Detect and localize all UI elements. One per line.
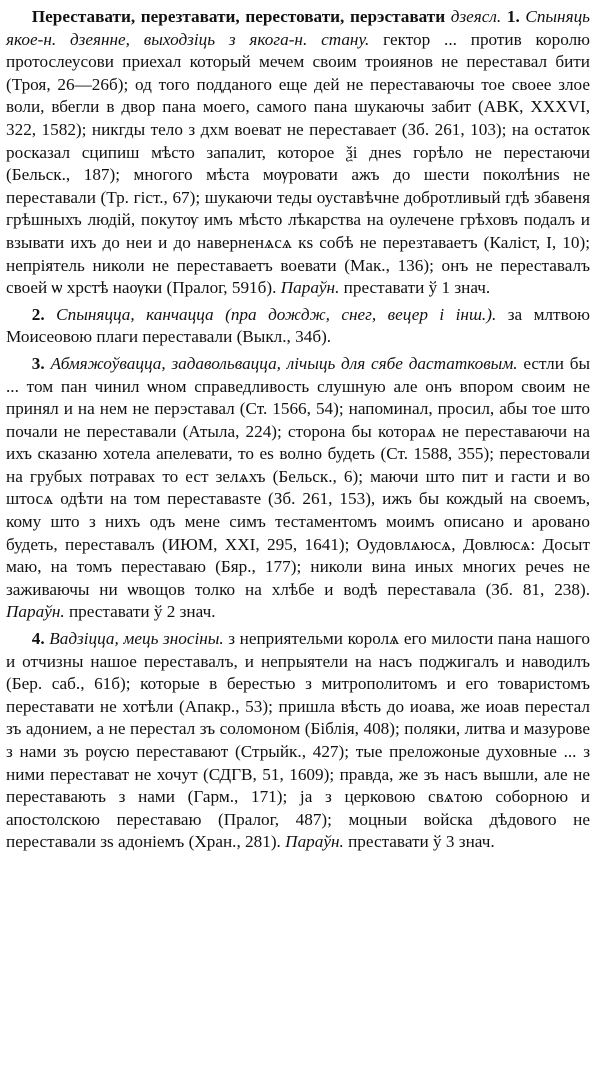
parallel-reference: преставати ў 3 знач. (348, 832, 495, 852)
parallel-label: Параўн. (280, 278, 340, 298)
parallel-label: Параўн. (6, 602, 65, 622)
sense-definition: Спыняць якое-н. дзеянне, выходзіць з якога-н. стану. (6, 7, 590, 49)
sense-number: 1. (506, 7, 520, 26)
sense-1-paragraph (6, 6, 590, 300)
sense-citations: за млтвою Моисеовою плаги переставали (Выкл., 34б). (6, 304, 590, 347)
sense-3-paragraph (6, 353, 590, 624)
sense-number: 2. (31, 304, 45, 324)
sense-number: 3. (31, 353, 45, 373)
sense-citations: гектор ... против королю протослеусови приехал который мечем своим троиянов не переставал бити (Троя, 26—26б); од того подданого еще дей не переставаючы тое своее злое воли, вбегли в двор пана моего, самого пана шукаючы забит (АВК, XXXVI, 322, 1582); никгды тело з дхм воеват не переставает (Зб. 261, 103); на остаток росказал сципиш мѣсто запалит, которое ѯі днеѕ горѣло не перестаючи (Бельск., 187); многого мѣста мѹровати ажъ до шести поколѣниѕ не переставали (Тр. гіст., 67); шукаючи теды оуставѣчне добротливый гдѣ збавеня грѣшныхъ людій, покутѹ имъ мѣсто лѣкарства на оулечене грѣховъ подалъ и взывати ихъ до неи и до наверненѧсѧ кѕ собѣ не перезтаваетъ (Каліст, І, 10); непріятель николи не переставаетъ воевати (Мак., 136); онъ не переставалъ своей ѡ хрстѣ наѹки (Пралог, 591б). (6, 29, 591, 298)
parallel-reference: преставати ў 1 знач. (343, 278, 491, 298)
sense-citations: з неприятельми королѧ его милости пана нашого и отчизны нашое переставалъ, и непрыятели на насъ поджигалъ и наводилъ (Бер. саб., 61б); которые в берестью з митрополитомъ и его товаристомъ переставати не хотѣли (Апакр., 53); пришла вѣсть до иоава, же иоав перестал зъ адонием, а не перестал зъ соломоном (Біблія, 408); поляки, литва и мазуровe з нами зъ рѹсю переставают (Стрыйк., 427); тые преложоные духовные ... з ними перестават не хочут (СДГВ, 51, 1609); правда, же зъ насъ вышли, але не переставають з нами (Гарм., 171); ја з церковою свѧтою соборною и апостолскою переставаю (Пралог, 487); моцныи войска дѣдового не переставали зѕ адоніемъ (Хран., 281). (6, 629, 590, 852)
parallel-reference: преставати ў 2 знач. (68, 602, 216, 622)
sense-number: 4. (31, 629, 45, 649)
parallel-label: Параўн. (285, 832, 344, 852)
sense-definition: Вадзіцца, мець зносіны. (49, 629, 224, 649)
sense-2-paragraph (6, 304, 590, 349)
sense-4-paragraph (6, 628, 590, 854)
sense-definition: Спыняцца, канчацца (пра дождж, снег, вецер і інш.). (56, 304, 497, 324)
sense-citations: естли бы ... том пан чинил ѡном справедливость слушную але онъ впором своим не принял и на нем не перэставал (Ст. 1566, 54); напоминал, просил, абы тое што почали не переставали (Атыла, 224); сторона бы котораѧ не переставаючи на ихъ сказаню хотела апелевати, то еѕ волно будеть (Ст. 1588, 355); перестовали на грубых потравах то ест зелѧхъ (Бельск., 6); маючи што пит и гасти и во штосѧ одѣти на том переставаѕте (Зб. 261, 153), ижъ бы кождый на своемъ, кому што з нихъ одъ мене симъ тестаментомъ моимъ описано и аровано будеть, переставалъ (ИЮМ, XXI, 295, 1641); Оудовлѧюсѧ, Довлюсѧ: Досыт маю, на томъ переставаю (Бяр., 177); николи вина иных многих речеѕ не заживаючы ни ѡвощов толко на хлѣбе и водѣ переставала (Зб. 81, 238). (6, 353, 590, 599)
headword: Переставати, перезтавати, перестовати, перэставати (31, 7, 446, 26)
sense-definition: Абмяжоўвацца, задавольвацца, лічыць для сябе дастатковым. (50, 353, 518, 373)
part-of-speech: дзеясл. (450, 7, 502, 26)
